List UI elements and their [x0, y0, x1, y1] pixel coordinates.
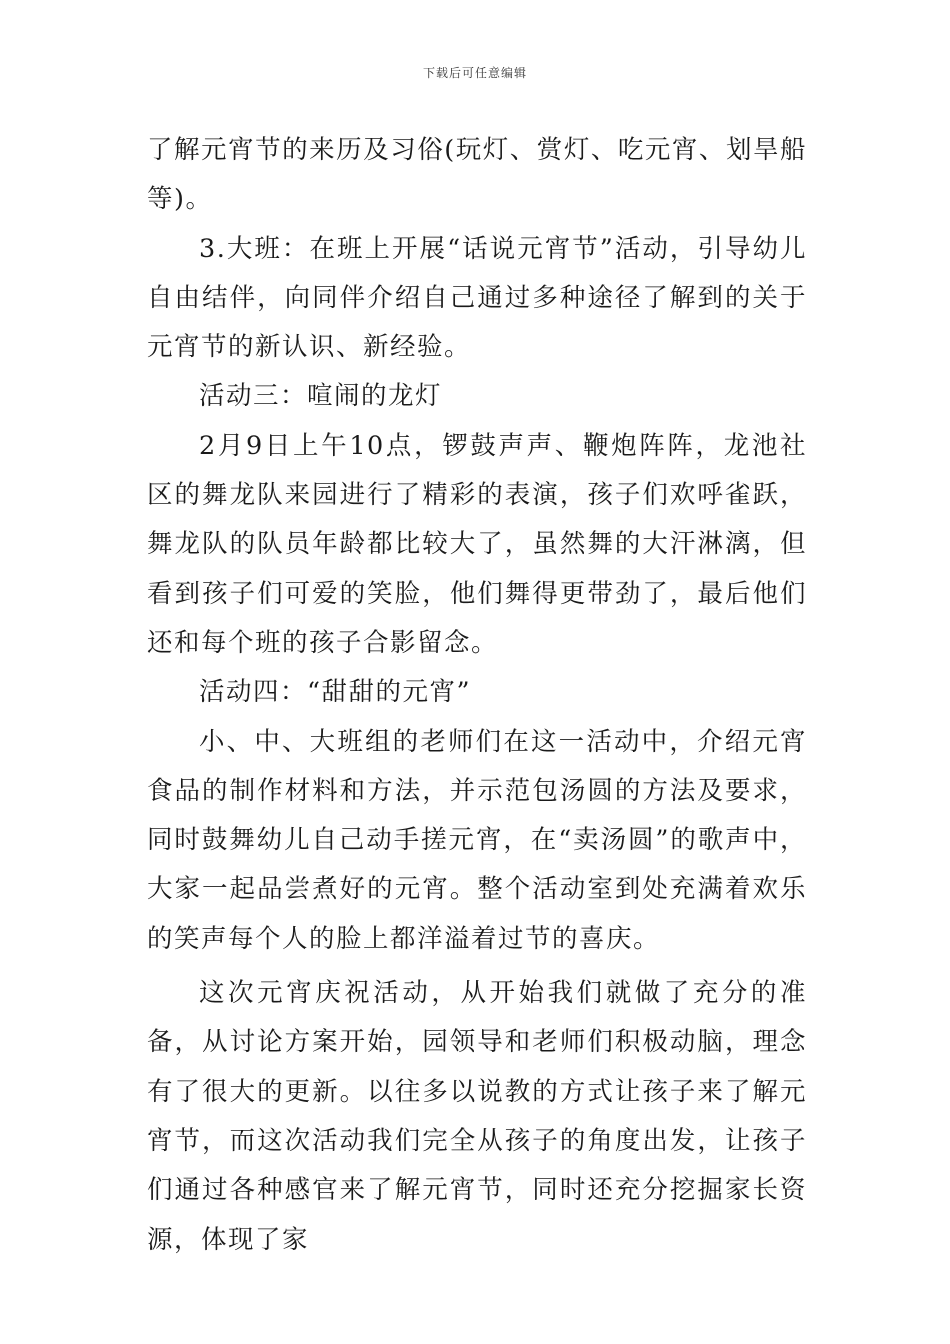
- heading-activity-four: 活动四：“甜甜的元宵”: [199, 677, 472, 708]
- document-body: [147, 126, 807, 1265]
- heading-activity-three: 活动三：喧闹的龙灯: [199, 381, 443, 412]
- paragraph-intro-continuation: 了解元宵节的来历及习俗(玩灯、赏灯、吃元宵、划旱船等)。: [147, 135, 807, 215]
- paragraph-big-class: 3.大班：在班上开展“话说元宵节”活动，引导幼儿自由结伴，向同伴介绍自己通过多种途径了解到的关于元宵节的新认识、新经验。: [147, 233, 807, 363]
- paragraph-sweet-yuanxiao: 小、中、大班组的老师们在这一活动中，介绍元宵食品的制作材料和方法，并示范包汤圆的方法及要求，同时鼓舞幼儿自己动手搓元宵，在“卖汤圆”的歌声中，大家一起品尝煮好的元宵。整个活动室到处充满着欢乐的笑声每个人的脸上都洋溢着过节的喜庆。: [147, 726, 807, 954]
- page-header-note: 下载后可任意编辑: [422, 66, 527, 80]
- paragraph-dragon-dance: 2月9日上午10点，锣鼓声声、鞭炮阵阵，龙池社区的舞龙队来园进行了精彩的表演，孩子们欢呼雀跃，舞龙队的队员年龄都比较大了，虽然舞的大汗淋漓，但看到孩子们可爱的笑脸，他们舞得更带劲了，最后他们还和每个班的孩子合影留念。: [147, 430, 807, 658]
- paragraph-summary: 这次元宵庆祝活动，从开始我们就做了充分的准备，从讨论方案开始，园领导和老师们积极动脑，理念有了很大的更新。以往多以说教的方式让孩子来了解元宵节，而这次活动我们完全从孩子的角度出发，让孩子们通过各种感官来了解元宵节，同时还充分挖掘家长资源，体现了家: [147, 978, 807, 1255]
